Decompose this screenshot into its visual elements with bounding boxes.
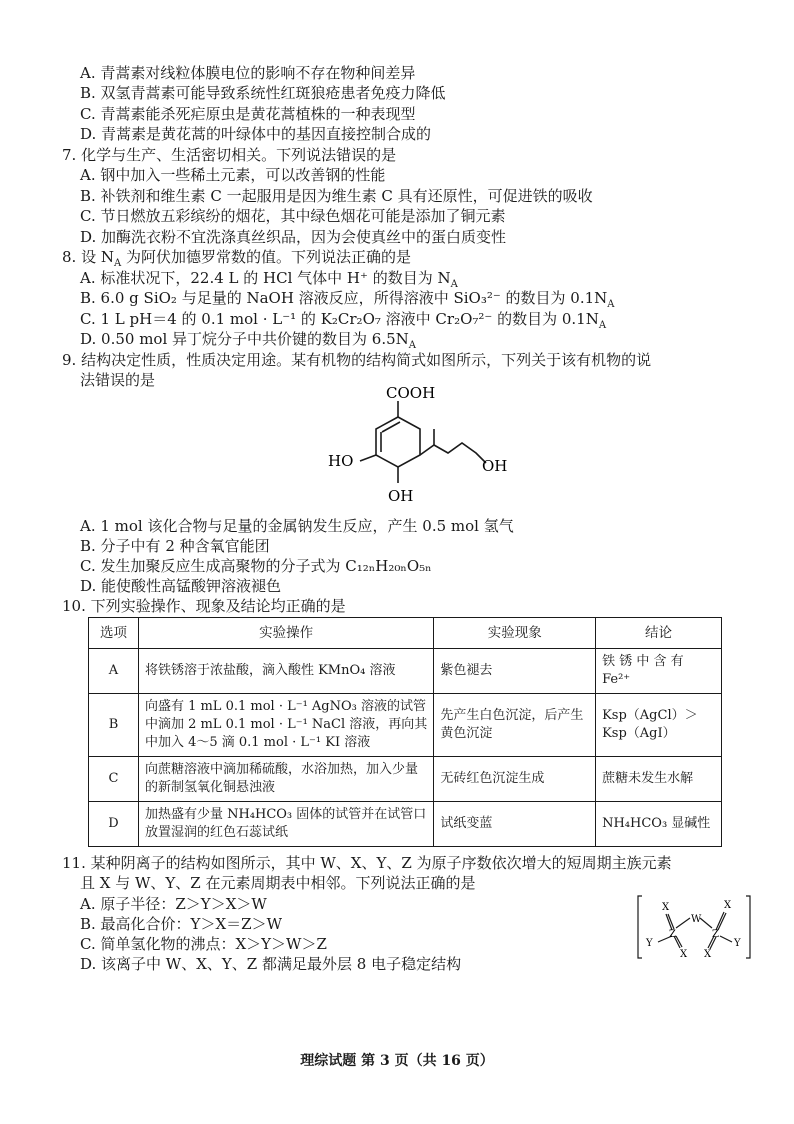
q11-stem-line2: 且 X 与 W、Y、Z 在元素周期表中相邻。下列说法正确的是 — [80, 874, 476, 892]
q9-stem-line1: 9. 结构决定性质，性质决定用途。某有机物的结构简式如图所示，下列关于该有机物的说 — [62, 351, 652, 369]
ion-x-label: X — [662, 902, 670, 913]
cooh-label: COOH — [386, 385, 436, 402]
q9-structure-diagram — [320, 385, 520, 515]
table-row: D 加热盛有少量 NH₄HCO₃ 固体的试管并在试管口放置湿润的红色石蕊试纸 试纸变蓝 NH₄HCO₃ 显碱性 — [89, 802, 722, 847]
ion-w-label: W — [691, 914, 702, 925]
q7-option-c: C. 节日燃放五彩缤纷的烟花，其中绿色烟花可能是添加了铜元素 — [80, 207, 506, 225]
q6-option-a: A. 青蒿素对线粒体膜电位的影响不存在物种间差异 — [80, 64, 416, 82]
experiment-table — [88, 617, 722, 847]
q7-option-d: D. 加酶洗衣粉不宜洗涤真丝织品，因为会使真丝中的蛋白质变性 — [80, 228, 507, 246]
q11-ion-diagram — [636, 892, 756, 962]
q8-option-c: C. 1 L pH＝4 的 0.1 mol · L⁻¹ 的 K₂Cr₂O₇ 溶液中 Cr₂O₇²⁻ 的数目为 $0.1N_A$ — [80, 310, 607, 331]
q8-option-b: B. 6.0 g SiO₂ 与足量的 NaOH 溶液反应，所得溶液中 SiO₃²⁻ 的数目为 $0.1N_A$ — [80, 289, 615, 310]
q9-option-a: A. 1 mol 该化合物与足量的金属钠发生反应，产生 0.5 mol 氢气 — [80, 517, 514, 535]
ho-left-label: HO — [328, 452, 354, 470]
q8-stem: 8. 设 $N_A$ 为阿伏加德罗常数的值。下列说法正确的是 — [62, 248, 411, 269]
q7-option-a: A. 钢中加入一些稀土元素，可以改善钢的性能 — [80, 166, 386, 184]
q11-option-a: A. 原子半径：Z＞Y＞X＞W — [80, 895, 267, 913]
q6-option-d: D. 青蒿素是黄花蒿的叶绿体中的基因直接控制合成的 — [80, 125, 432, 143]
header-phenomenon: 实验现象 — [434, 618, 596, 649]
header-conclusion: 结论 — [596, 618, 722, 649]
ion-x-label: X — [724, 900, 732, 911]
table-row: B 向盛有 1 mL 0.1 mol · L⁻¹ AgNO₃ 溶液的试管中滴加 2 mL 0.1 mol · L⁻¹ NaCl 溶液，再向其中加入 4～5 滴 0.1 mol · L⁻¹ KI 溶液 先产生白色沉淀，后产生黄色沉淀 Ksp（AgCl）＞ Ksp（AgI） — [89, 694, 722, 757]
q11-option-d: D. 该离子中 W、X、Y、Z 都满足最外层 8 电子稳定结构 — [80, 955, 462, 973]
q11-option-b: B. 最高化合价：Y＞X＝Z＞W — [80, 915, 282, 933]
ion-x-label: X — [680, 949, 688, 960]
q10-stem: 10. 下列实验操作、现象及结论均正确的是 — [62, 597, 346, 615]
header-option: 选项 — [89, 618, 139, 649]
q11-option-c: C. 简单氢化物的沸点：X＞Y＞W＞Z — [80, 935, 327, 953]
q8-option-d: D. 0.50 mol 异丁烷分子中共价键的数目为 $6.5N_A$ — [80, 330, 416, 351]
ion-x-label: X — [704, 949, 712, 960]
ion-z-label: Z — [712, 929, 719, 940]
q9-stem-line2: 法错误的是 — [80, 371, 156, 389]
header-operation: 实验操作 — [138, 618, 433, 649]
oh-bottom-label: OH — [388, 487, 414, 505]
table-row: C 向蔗糖溶液中滴加稀硫酸，水浴加热，加入少量的新制氢氧化铜悬浊液 无砖红色沉淀生成 蔗糖未发生水解 — [89, 757, 722, 802]
ion-z-label: Z — [669, 929, 676, 940]
q9-option-b: B. 分子中有 2 种含氧官能团 — [80, 537, 270, 555]
q9-option-c: C. 发生加聚反应生成高聚物的分子式为 C₁₂ₙH₂₀ₙO₅ₙ — [80, 557, 432, 575]
q7-stem: 7. 化学与生产、生活密切相关。下列说法错误的是 — [62, 146, 397, 164]
table-row: A 将铁锈溶于浓盐酸，滴入酸性 KMnO₄ 溶液 紫色褪去 铁 锈 中 含 有 Fe²⁺ — [89, 649, 722, 694]
ion-y-label: Y — [734, 938, 741, 949]
page-footer: 理综试题 第 3 页（共 16 页） — [300, 1053, 494, 1069]
q8-option-a: A. 标准状况下，22.4 L 的 HCl 气体中 H⁺ 的数目为 $N_A$ — [80, 269, 458, 290]
q7-option-b: B. 补铁剂和维生素 C 一起服用是因为维生素 C 具有还原性，可促进铁的吸收 — [80, 187, 593, 205]
q6-option-c: C. 青蒿素能杀死疟原虫是黄花蒿植株的一种表现型 — [80, 105, 416, 123]
q11-stem-line1: 11. 某种阴离子的结构如图所示，其中 W、X、Y、Z 为原子序数依次增大的短周期主族元素 — [62, 854, 672, 872]
q6-option-b: B. 双氢青蒿素可能导致系统性红斑狼疮患者免疫力降低 — [80, 84, 446, 102]
ion-y-label: Y — [646, 938, 653, 949]
q9-option-d: D. 能使酸性高锰酸钾溶液褪色 — [80, 577, 282, 595]
table-header-row — [89, 618, 722, 649]
oh-right-label: OH — [482, 457, 508, 475]
